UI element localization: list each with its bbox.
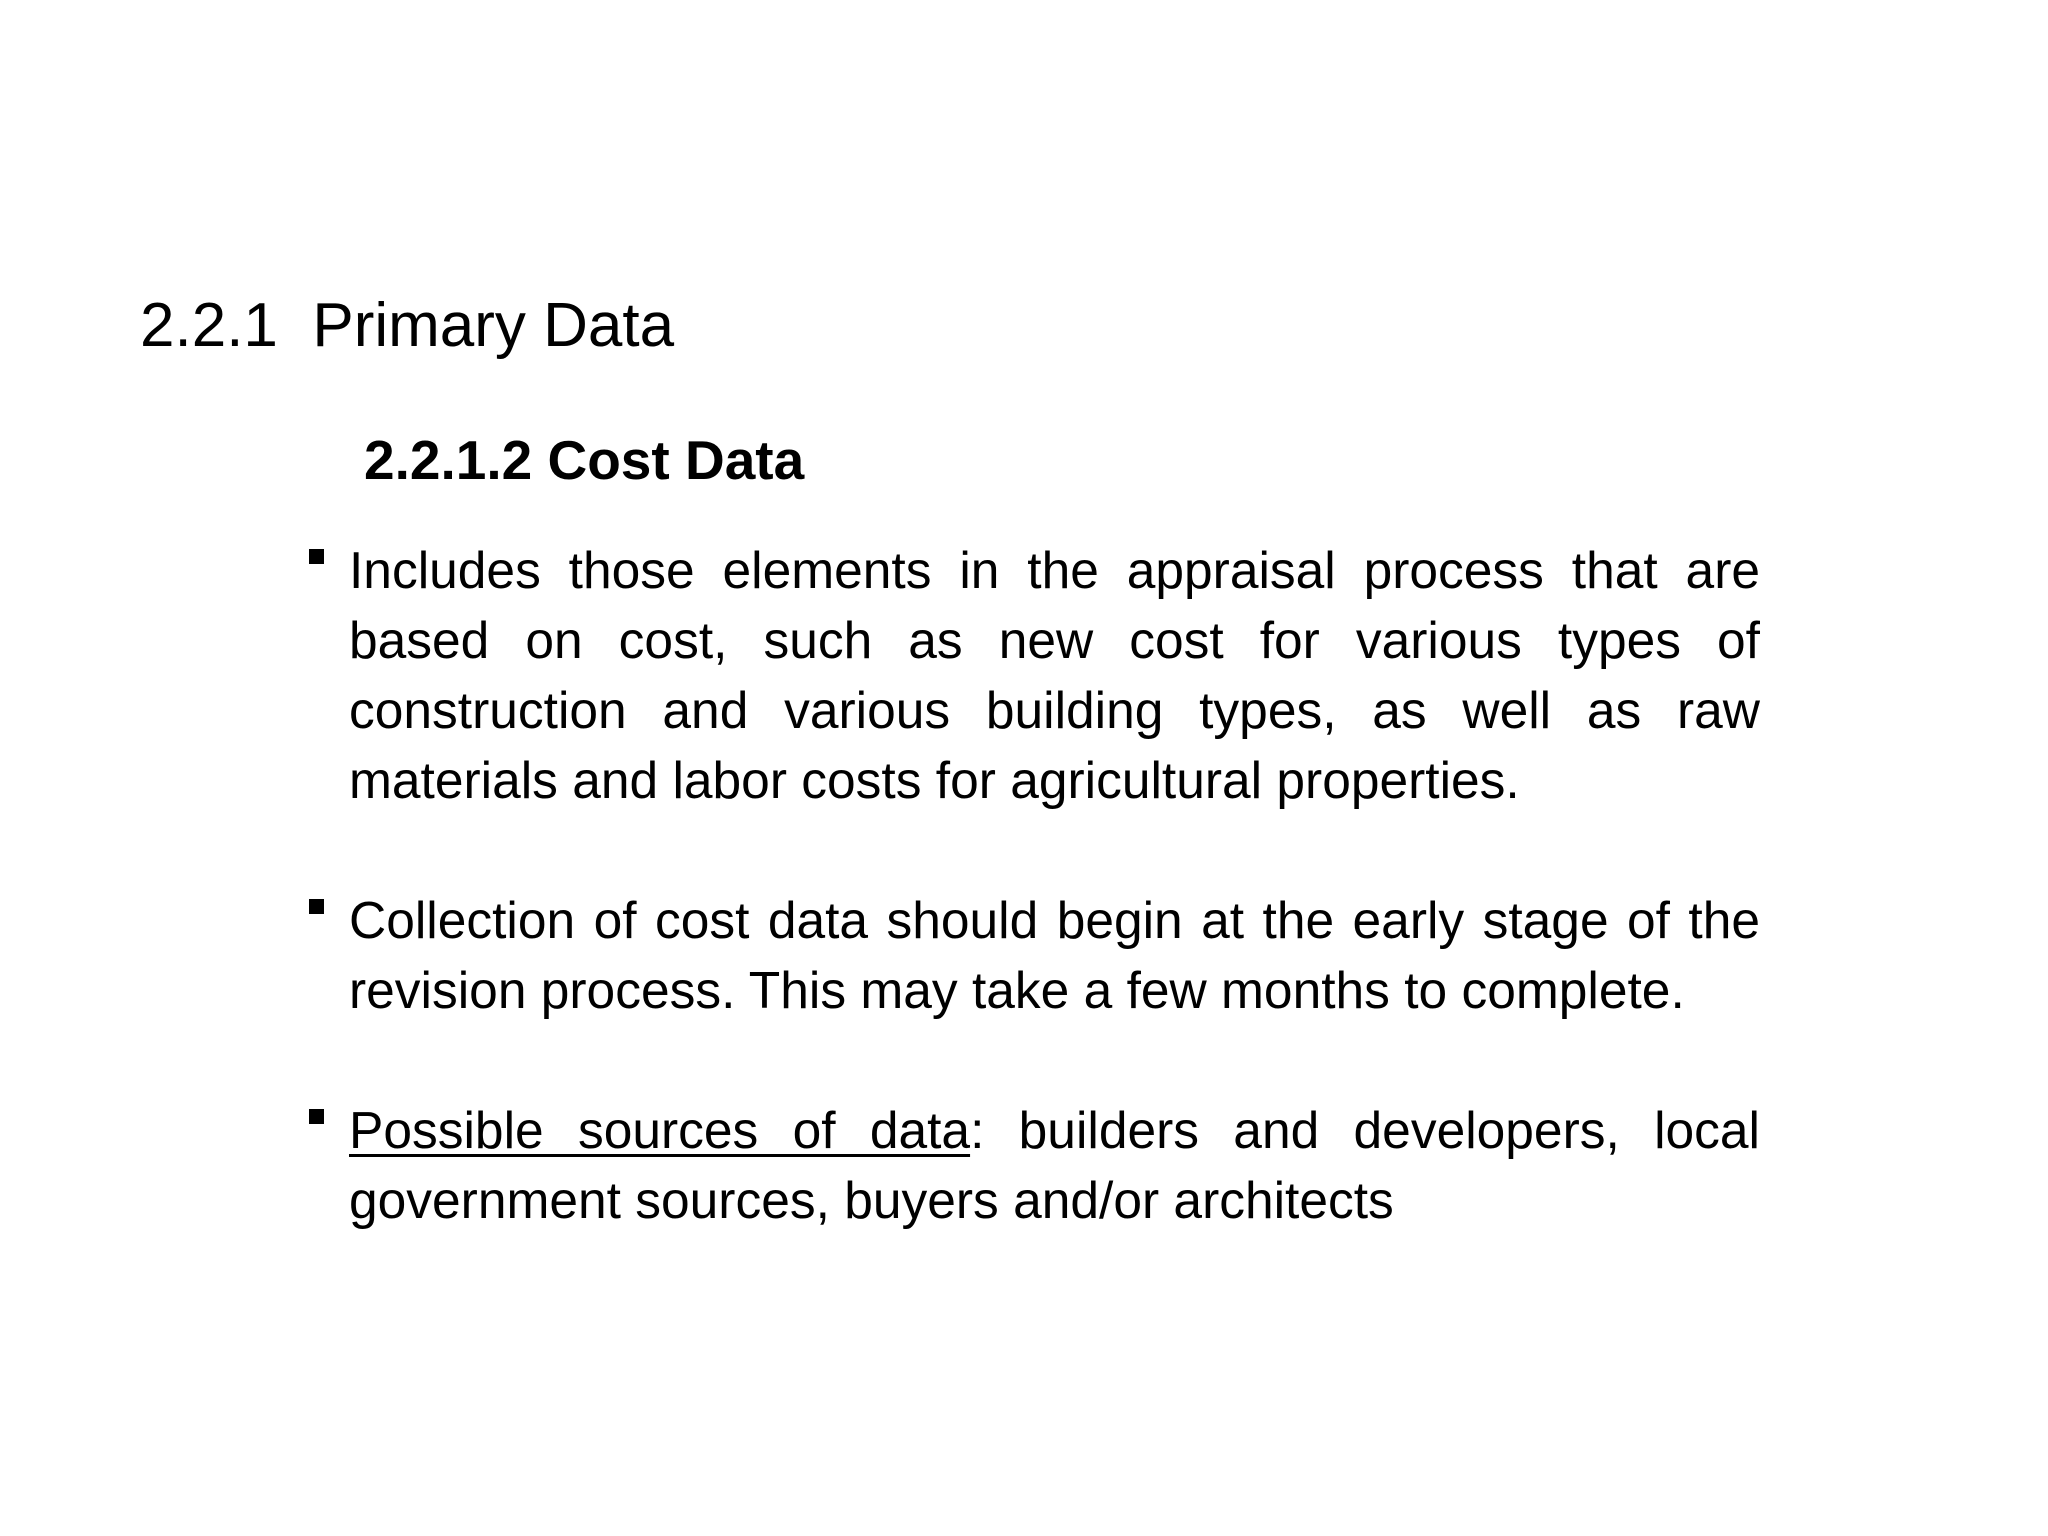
square-bullet-icon (309, 549, 324, 564)
bullet-item-collection-timing (300, 885, 1760, 1025)
bullet-list (300, 535, 1760, 1235)
subsection-title: 2.2.1.2 Cost Data (364, 429, 805, 491)
bullet-item-cost-elements (300, 535, 1760, 815)
section-title: 2.2.1 Primary Data (140, 291, 675, 360)
bullet-underlined-lead: Possible sources of data (349, 1101, 971, 1159)
bullet-text: Includes those elements in the appraisal process that are based on cost, such as new cost for various types of construction and various building types, as well as raw materials and labor costs for agricultural properties. (349, 541, 1760, 809)
bullet-text: : builders and developers, local government sources, buyers and/or architects (349, 1101, 1760, 1229)
bullet-item-data-sources (300, 1095, 1760, 1235)
square-bullet-icon (309, 1109, 324, 1124)
square-bullet-icon (309, 899, 324, 914)
bullet-text: Collection of cost data should begin at the early stage of the revision process. This may take a few months to complete. (349, 891, 1760, 1019)
